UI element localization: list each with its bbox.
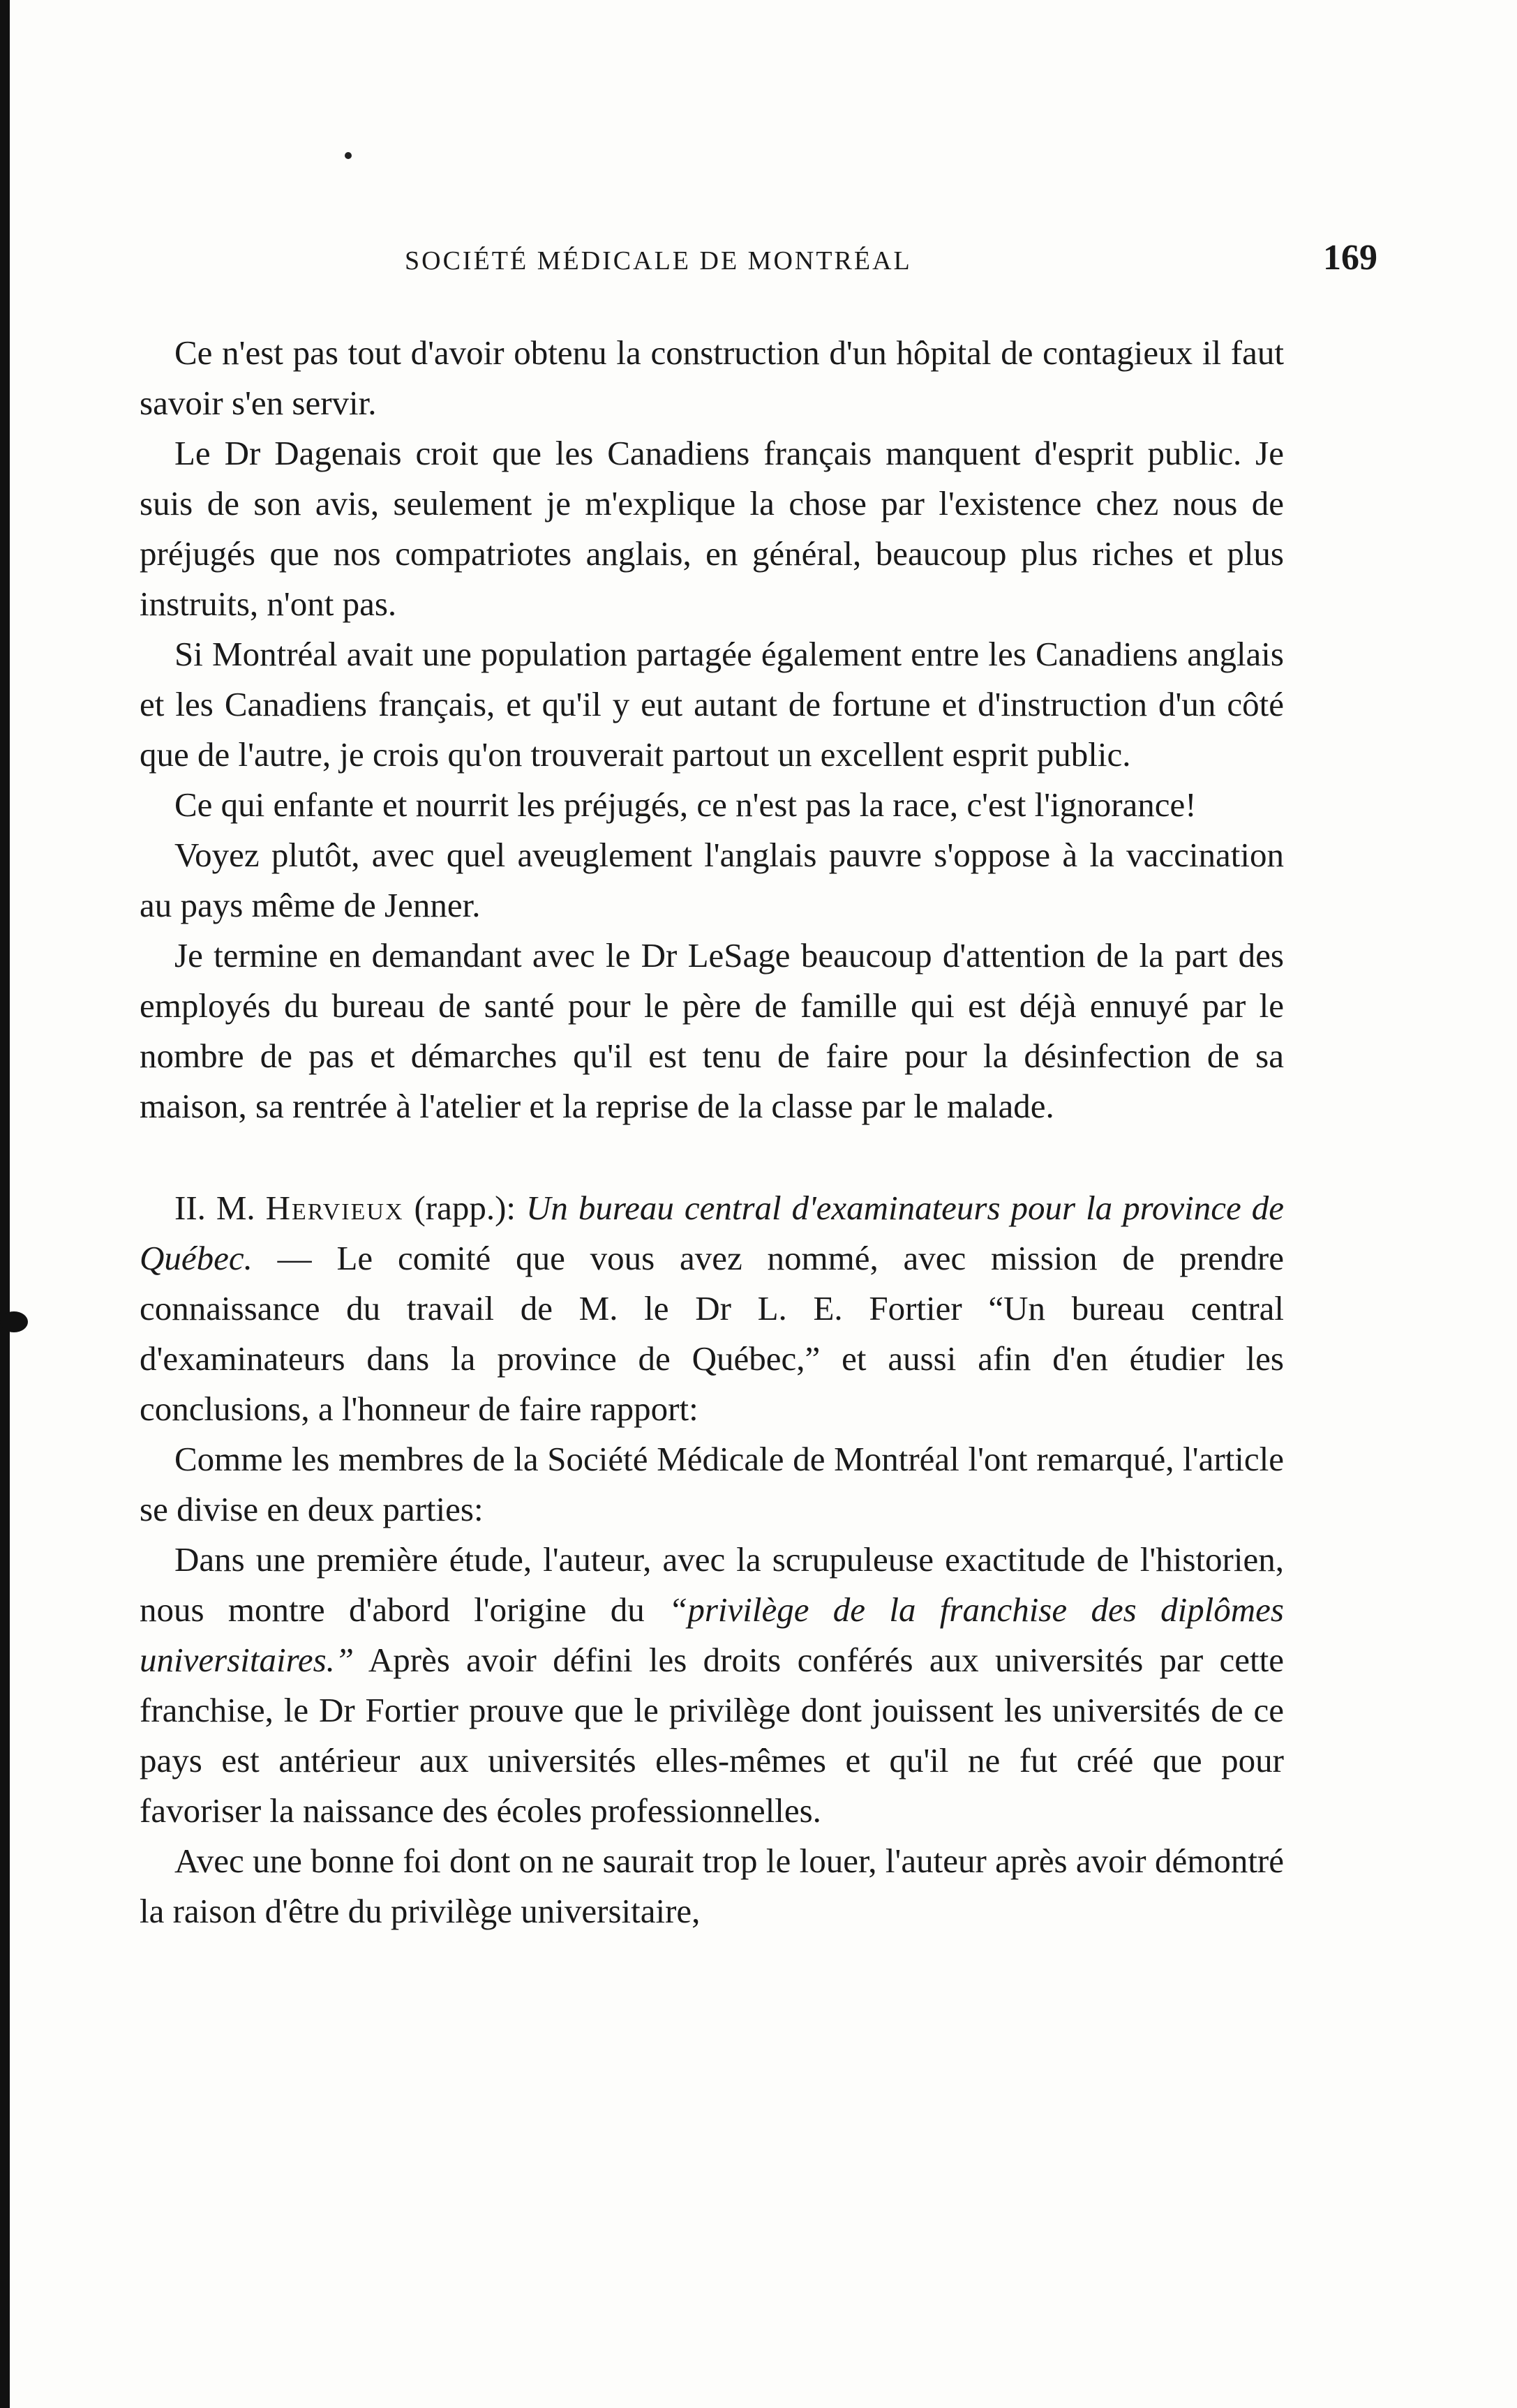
- rapporteur-label: (rapp.):: [403, 1189, 527, 1227]
- paragraph-1: Ce n'est pas tout d'avoir obtenu la construction d'un hôpital de contagieux il faut savoir s'en servir.: [140, 333, 1284, 422]
- binding-speck: [0, 1311, 28, 1332]
- section-2-paragraph-2: Comme les membres de la Société Médicale de Montréal l'ont remarqué, l'article se divise en deux parties:: [140, 1440, 1284, 1528]
- report-title: Un bureau central d'examinateurs pour la province de Québec.: [140, 1189, 1284, 1277]
- rapporteur-name: Hervieux: [265, 1189, 404, 1227]
- paragraph-3: Si Montréal avait une population partagée également entre les Canadiens anglais et les Canadiens français, et qu'il y eut autant de fortune et d'instruction d'un côté que de l'autre, je crois qu'on trouverait partout un excellent esprit public.: [140, 635, 1284, 774]
- section-2-intro-text: — Le comité que vous avez nommé, avec mission de prendre connaissance du travail de M. le Dr L. E. Fortier “Un bureau central d'examinateurs dans la province de Québec,” et aussi afin d'en étudier les conclusions, a l'honneur de faire rapport:: [140, 1239, 1284, 1428]
- page-number: 169: [1323, 238, 1377, 278]
- section-2-p3-start: Dans une première étude, l'auteur, avec la scrupuleuse exactitude de l'historien, nous montre d'abord l'origine du: [140, 1540, 1284, 1629]
- section-gap: [140, 1131, 1284, 1183]
- section-2-prefix: II. M.: [174, 1189, 266, 1227]
- section-2-paragraph-3: [140, 1535, 1284, 1836]
- page-binding-edge: [0, 0, 10, 2408]
- paragraph-2: Le Dr Dagenais croit que les Canadiens français manquent d'esprit public. Je suis de son avis, seulement je m'explique la chose par l'existence chez nous de préjugés que nos compatriotes anglais, en général, beaucoup plus riches et plus instruits, n'ont pas.: [140, 434, 1284, 623]
- stray-print-dot: [345, 152, 352, 159]
- section-2-p3-end: Après avoir défini les droits conférés aux universités par cette franchise, le Dr Fortier prouve que le privilège dont jouissent les universités de ce pays est antérieur aux universités elles-mêmes et qu'il ne fut créé que pour favoriser la naissance des écoles professionnelles.: [140, 1641, 1284, 1830]
- page-body: [140, 328, 1284, 1936]
- paragraph-6: Je termine en demandant avec le Dr LeSage beaucoup d'attention de la part des employés du bureau de santé pour le père de famille qui est déjà ennuyé par le nombre de pas et démarches qu'il est tenu de faire pour la désinfection de sa maison, sa rentrée à l'atelier et la reprise de la classe par le malade.: [140, 936, 1284, 1125]
- paragraph-5: Voyez plutôt, avec quel aveuglement l'anglais pauvre s'oppose à la vaccination au pays même de Jenner.: [140, 836, 1284, 924]
- section-2-paragraph-4: Avec une bonne foi dont on ne saurait trop le louer, l'auteur après avoir démontré la raison d'être du privilège universitaire,: [140, 1842, 1284, 1930]
- privilege-quote: “privilège de la franchise des diplômes universitaires.”: [140, 1590, 1284, 1679]
- page-header: [140, 237, 1377, 293]
- paragraph-4: Ce qui enfante et nourrit les préjugés, ce n'est pas la race, c'est l'ignorance!: [174, 785, 1197, 824]
- running-head: SOCIÉTÉ MÉDICALE DE MONTRÉAL: [405, 246, 912, 276]
- section-2-intro: [140, 1183, 1284, 1434]
